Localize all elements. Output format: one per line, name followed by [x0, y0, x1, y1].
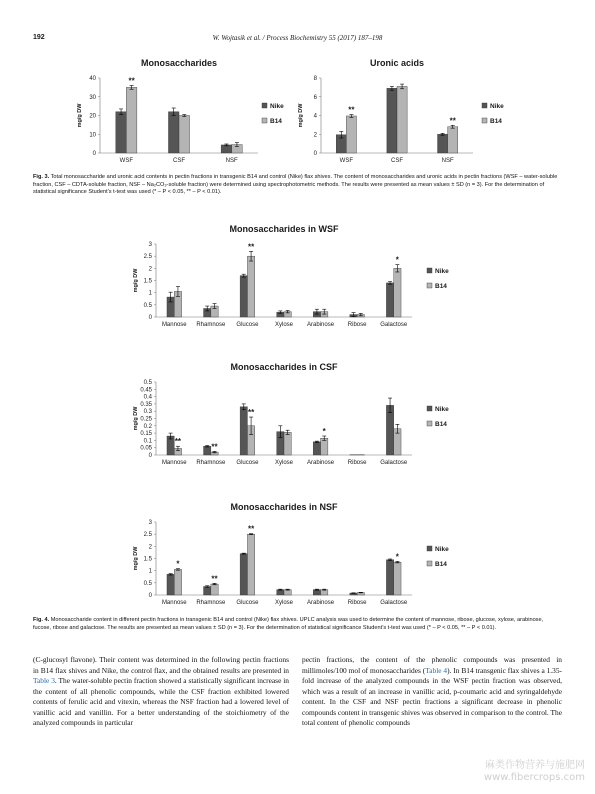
legend-swatch-nike: [262, 103, 267, 108]
body-left-text-1: (C-glucosyl flavone). Their content was determined in the following pectin fractions in B14 flax shives and Nike, the control flax, and the obtained results are presented in: [33, 655, 289, 675]
figure-3-text: Total monosaccharide and uronic acid contents in pectin fractions in transgenic B14 and control (Nike) flax shives. The content of monosaccharides and uronic acids in pectin fractions (WSF – water-soluble fraction, CSF – CDTA-soluble fraction, NSF – Na₂CO₃-soluble fraction) were determined using spectrophotometric methods. The results were presented as mean values ± SD (n = 3). For the determination of statistical significance Student’s t-test was used (* – P < 0.05, ** – P < 0.01).: [33, 174, 558, 196]
y-tick-label: 10: [89, 132, 96, 139]
legend-label-nike: Nike: [435, 268, 449, 275]
legend-label-nike: Nike: [270, 103, 284, 110]
y-tick-label: 1: [148, 290, 152, 297]
body-right-text-2: ). In B14 transgenic flax shives a 1.35- fold increase of the analyzed compounds in the WSF pectin fraction was observed, which was a result of an increase in vanillic acid, p-coumaric acid and syringaldehyde content. In the CSF and NSF pectin fractions a significant decrease in phenolic compounds content in transgenic shives was observed in comparison to the control. The total content of phenolic compounds: [302, 665, 563, 727]
significance-marker: *: [176, 559, 180, 569]
y-tick-label: 0.35: [140, 401, 152, 408]
x-tick-label: Glucose: [236, 322, 259, 328]
legend-swatch-b14: [427, 283, 432, 288]
y-tick-label: 4: [313, 113, 317, 120]
significance-marker: **: [211, 574, 218, 584]
y-tick-label: 0.25: [140, 416, 152, 423]
x-tick-label: Xylose: [274, 322, 294, 328]
x-tick-label: Glucose: [236, 460, 259, 466]
y-tick-label: 0.1: [143, 438, 152, 445]
y-tick-label: 20: [89, 113, 96, 120]
bar-b14: [394, 268, 401, 317]
x-tick-label: CSF: [173, 158, 185, 164]
significance-marker: **: [247, 242, 255, 252]
bar-nike: [386, 283, 393, 317]
bar-b14: [346, 116, 356, 153]
y-tick-label: 0.5: [143, 302, 152, 309]
y-tick-label: 0: [148, 315, 152, 321]
body-left-text-2: . The water-soluble pectin fraction showed a statistically significant increase in the content of all phenolic compounds, while the CSF fraction exhibited lowered contents of ferulic acid and vitexin, whereas the NSF fraction had a lowered level of vanillic acid and vanillin. For a better understanding of the stoichiometry of the analyzed compounds in particular: [33, 676, 290, 727]
significance-marker: *: [395, 552, 399, 562]
significance-marker: **: [247, 524, 255, 534]
bar-b14: [284, 432, 291, 455]
significance-marker: **: [247, 408, 255, 418]
x-tick-label: WSF: [119, 158, 134, 164]
bar-b14: [284, 590, 291, 595]
chart-title: Monosaccharides in WSF: [229, 224, 339, 234]
chart-uronic-acids: [293, 52, 533, 170]
y-tick-label: 2.5: [143, 254, 152, 261]
y-tick-label: 40: [89, 76, 96, 82]
y-tick-label: 2: [148, 544, 152, 551]
chart-title: Monosaccharides in CSF: [230, 362, 338, 372]
y-tick-label: 0.05: [140, 445, 152, 452]
legend-swatch-b14: [262, 118, 267, 123]
bar-nike: [438, 134, 448, 153]
bar-b14: [247, 256, 254, 317]
chart-monosaccharides-nsf: [122, 491, 482, 613]
significance-marker: **: [128, 76, 135, 86]
x-tick-label: Xylose: [274, 460, 294, 466]
bar-b14: [448, 127, 458, 153]
bar-nike: [387, 88, 397, 153]
legend-label-b14: B14: [435, 561, 447, 568]
x-tick-label: Xylose: [274, 600, 294, 606]
y-axis-label: mg/g DW: [77, 103, 83, 128]
legend-swatch-nike: [482, 103, 487, 108]
bar-b14: [174, 569, 181, 595]
x-tick-label: Galactose: [380, 600, 408, 606]
legend-swatch-b14: [427, 561, 432, 566]
table-3-link[interactable]: Table 3: [33, 676, 55, 685]
x-tick-label: Mannose: [161, 600, 187, 606]
legend-label-nike: Nike: [490, 103, 504, 110]
x-tick-label: Mannose: [161, 460, 187, 466]
y-tick-label: 0.5: [143, 580, 152, 587]
bar-nike: [386, 560, 393, 595]
y-tick-label: 3: [148, 242, 152, 248]
table-4-link[interactable]: Table 4: [425, 665, 448, 675]
y-tick-label: 0.45: [140, 387, 152, 394]
bar-b14: [394, 562, 401, 595]
significance-marker: **: [211, 442, 218, 452]
bar-b14: [321, 438, 328, 455]
watermark-cn: 麻类作物营养与施肥网: [485, 760, 585, 771]
y-tick-label: 0.15: [140, 431, 152, 438]
figure-3-label: Fig. 3.: [33, 174, 50, 180]
y-tick-label: 0: [92, 151, 96, 157]
bar-b14: [397, 86, 407, 153]
y-tick-label: 0.2: [143, 423, 152, 430]
legend-swatch-b14: [427, 421, 432, 426]
chart-title: Uronic acids: [369, 58, 425, 68]
y-axis-label: mg/g DW: [133, 406, 139, 431]
significance-marker: **: [449, 116, 456, 126]
legend-label-b14: B14: [435, 421, 447, 428]
x-tick-label: NSF: [225, 158, 238, 164]
y-tick-label: 1: [148, 568, 152, 575]
bar-nike: [168, 112, 179, 153]
y-tick-label: 0.3: [143, 409, 152, 416]
bar-b14: [126, 87, 137, 153]
bar-nike: [313, 590, 320, 595]
y-tick-label: 0.5: [143, 380, 152, 386]
legend-label-b14: B14: [435, 283, 447, 290]
x-tick-label: Ribose: [347, 322, 367, 328]
watermark: [405, 760, 585, 784]
x-tick-label: Rhamnose: [196, 600, 226, 606]
figure-3-caption: [33, 174, 562, 197]
bar-nike: [277, 590, 284, 595]
x-tick-label: WSF: [339, 158, 354, 164]
x-tick-label: Mannose: [161, 322, 187, 328]
x-tick-label: CSF: [391, 158, 403, 164]
y-tick-label: 1.5: [143, 556, 152, 563]
page-number: 192: [33, 34, 45, 41]
journal-citation: W. Wojtasik et al. / Process Biochemistry 55 (2017) 187–198: [212, 34, 383, 42]
legend-swatch-nike: [427, 406, 432, 411]
body-column-left: [33, 655, 289, 729]
x-tick-label: Rhamnose: [196, 322, 226, 328]
y-tick-label: 6: [313, 94, 317, 101]
legend-swatch-nike: [427, 546, 432, 551]
y-axis-label: mg/g DW: [133, 546, 139, 571]
x-tick-label: Ribose: [347, 600, 367, 606]
x-tick-label: Glucose: [236, 600, 259, 606]
bar-nike: [204, 446, 211, 455]
significance-marker: *: [395, 255, 399, 265]
x-tick-label: Rhamnose: [196, 460, 226, 466]
legend-label-b14: B14: [270, 118, 282, 125]
y-tick-label: 0: [148, 593, 152, 599]
y-tick-label: 2.5: [143, 532, 152, 539]
chart-title: Monosaccharides: [140, 58, 218, 68]
x-tick-label: Galactose: [380, 322, 408, 328]
running-header: [33, 34, 562, 46]
x-tick-label: Arabinose: [307, 322, 335, 328]
legend-swatch-b14: [482, 118, 487, 123]
chart-monosaccharides-wsf: [122, 211, 482, 335]
legend-label-nike: Nike: [435, 406, 449, 413]
bar-nike: [116, 112, 127, 153]
significance-marker: **: [174, 437, 182, 447]
bar-b14: [211, 584, 218, 595]
y-tick-label: 0.4: [143, 394, 152, 401]
bar-nike: [313, 442, 320, 455]
y-tick-label: 0: [313, 151, 317, 157]
body-right-text-1: pectin fractions, the content of the phenolic compounds was presented in millimoles/100 mol of monosaccharides (: [302, 655, 562, 675]
y-axis-label: mg/g DW: [298, 103, 304, 128]
x-tick-label: Arabinose: [307, 600, 335, 606]
y-tick-label: 8: [313, 76, 317, 82]
y-tick-label: 1.5: [143, 278, 152, 285]
body-column-right: [302, 655, 562, 729]
x-tick-label: NSF: [441, 158, 454, 164]
figure-4-caption: [33, 617, 562, 632]
bar-nike: [240, 407, 247, 455]
chart-monosaccharides-csf: [122, 351, 482, 473]
significance-marker: *: [322, 427, 326, 437]
y-tick-label: 3: [148, 520, 152, 526]
x-tick-label: Ribose: [347, 460, 367, 466]
legend-swatch-nike: [427, 268, 432, 273]
y-tick-label: 2: [313, 132, 317, 139]
x-tick-label: Galactose: [380, 460, 408, 466]
y-tick-label: 2: [148, 266, 152, 273]
watermark-url: www.fibercrops.com: [483, 772, 585, 783]
figure-4-text: Monosaccharide content in different pectin fractions in transgenic B14 and control (Nike) flax shives. UPLC analysis was used to determine the content of mannose, ribose, glucose, xylose, arabinose, fucose, ribose and galactose. The results are presented as mean values ± SD (n = 3). For the determination of statistical significance Student’s t-test was used (* – P < 0.05, ** – P < 0.01).: [33, 617, 544, 631]
bar-b14: [247, 534, 254, 595]
y-tick-label: 30: [89, 94, 96, 101]
y-tick-label: 0: [148, 453, 152, 459]
bar-nike: [204, 586, 211, 595]
legend-label-nike: Nike: [435, 546, 449, 553]
chart-monosaccharides: [70, 52, 292, 170]
bar-b14: [179, 116, 190, 154]
chart-title: Monosaccharides in NSF: [230, 502, 338, 512]
figure-4-label: Fig. 4.: [33, 617, 50, 623]
bar-nike: [167, 574, 174, 595]
bar-nike: [240, 554, 247, 595]
bar-nike: [240, 276, 247, 317]
significance-marker: **: [348, 105, 355, 115]
y-axis-label: mg/g DW: [133, 268, 139, 293]
x-tick-label: Arabinose: [307, 460, 335, 466]
bar-b14: [321, 590, 328, 595]
legend-label-b14: B14: [490, 118, 502, 125]
